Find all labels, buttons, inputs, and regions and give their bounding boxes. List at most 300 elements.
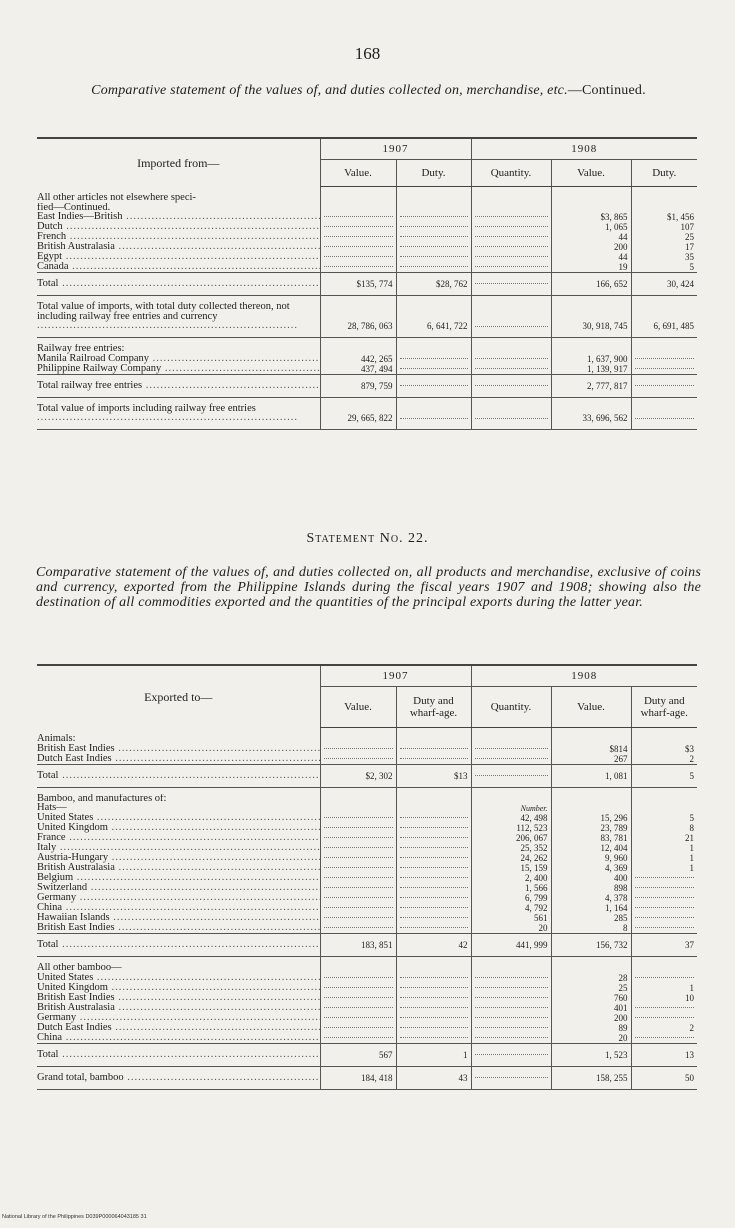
row-label-text: Grand total, bamboo .....	[37, 1073, 320, 1083]
cell-text: 15, 159	[520, 863, 548, 874]
cell-text: 10	[685, 992, 695, 1003]
cell-text: $13	[454, 770, 468, 781]
cell-value	[396, 833, 471, 843]
cell-value	[320, 734, 396, 744]
cell-value	[551, 823, 631, 833]
cell-value	[551, 381, 631, 391]
cell-value	[320, 803, 396, 813]
cell-value	[471, 354, 551, 364]
cell-text: 441, 999	[516, 940, 548, 951]
cell-value	[320, 212, 396, 222]
cell-value	[320, 903, 396, 913]
cell-value	[396, 354, 471, 364]
cell-value	[471, 940, 551, 950]
cell-text: 42	[458, 940, 468, 951]
row-label-text: British East Indies .....	[37, 744, 320, 754]
cell-value	[320, 993, 396, 1003]
empty-cell-dash	[475, 226, 548, 227]
empty-cell-dash	[475, 997, 548, 998]
cell-value	[471, 744, 551, 754]
empty-cell-dash	[324, 987, 393, 988]
page-number: 168	[354, 44, 381, 63]
imports-col-value-1907: Value.	[320, 160, 396, 187]
cell-value	[396, 1013, 471, 1023]
cell-value	[631, 883, 697, 893]
cell-value	[320, 913, 396, 923]
imports-col-duty-1907: Duty.	[396, 160, 471, 187]
cell-value	[396, 262, 471, 273]
cell-value	[396, 863, 471, 873]
cell-value	[320, 1073, 396, 1083]
cell-value	[396, 893, 471, 903]
empty-cell-dash	[324, 236, 393, 237]
cell-value	[320, 344, 396, 354]
row-label-text: Belgium .....	[37, 873, 320, 883]
cell-text: 29, 665, 822	[347, 412, 393, 423]
row-label	[37, 734, 320, 744]
cell-value	[320, 983, 396, 993]
cell-value	[631, 404, 697, 423]
row-label	[37, 354, 320, 364]
cell-value	[471, 843, 551, 853]
empty-cell-dash	[400, 368, 468, 369]
table-row	[37, 203, 697, 213]
empty-cell-dash	[324, 927, 393, 928]
cell-value	[631, 222, 697, 232]
empty-cell-dash	[324, 887, 393, 888]
cell-text: 442, 265	[361, 353, 393, 364]
cell-text: 1	[689, 982, 695, 993]
cell-value	[471, 823, 551, 833]
table-row	[37, 833, 697, 843]
cell-value	[551, 833, 631, 843]
cell-text: 6, 691, 485	[653, 320, 695, 331]
cell-text: 107	[680, 222, 695, 233]
cell-value	[631, 1050, 697, 1060]
cell-value	[396, 404, 471, 423]
cell-value	[320, 193, 396, 203]
row-label	[37, 983, 320, 993]
table-row	[37, 963, 697, 973]
row-label	[37, 803, 320, 813]
cell-value	[471, 853, 551, 863]
cell-text: 285	[614, 913, 628, 924]
row-label-text: fied—Continued.	[37, 202, 111, 213]
cell-text: 158, 255	[596, 1072, 628, 1083]
cell-value	[396, 993, 471, 1003]
exports-table	[37, 664, 697, 1090]
cell-value	[551, 193, 631, 203]
cell-value	[471, 1023, 551, 1033]
empty-cell-dash	[324, 867, 393, 868]
cell-value	[320, 232, 396, 242]
empty-cell-dash	[475, 775, 548, 776]
row-label	[37, 232, 320, 242]
empty-cell-dash	[324, 758, 393, 759]
row-label	[37, 963, 320, 973]
row-label-text: France .....	[37, 833, 320, 843]
empty-cell-dash	[400, 1027, 468, 1028]
empty-cell-dash	[475, 987, 548, 988]
row-label-text: Total .....	[37, 1050, 320, 1060]
cell-value	[551, 262, 631, 273]
cell-value	[551, 404, 631, 423]
table-row	[37, 1013, 697, 1023]
imports-year-1907: 1907	[320, 138, 471, 160]
cell-value	[320, 843, 396, 853]
row-label	[37, 853, 320, 863]
cell-value	[471, 193, 551, 203]
table-row	[37, 1033, 697, 1044]
row-label	[37, 794, 320, 804]
total-row	[37, 1050, 697, 1060]
empty-cell-dash	[635, 1017, 695, 1018]
row-label	[37, 754, 320, 765]
cell-value	[471, 734, 551, 744]
empty-cell-dash	[324, 857, 393, 858]
empty-cell-dash	[400, 907, 468, 908]
table-row	[37, 242, 697, 252]
row-label-text: All other articles not elsewhere speci-	[37, 193, 196, 203]
table-row	[37, 843, 697, 853]
empty-cell-dash	[400, 418, 468, 419]
cell-value	[320, 1013, 396, 1023]
empty-cell-dash	[475, 266, 548, 267]
exports-table-body	[37, 728, 697, 1090]
cell-text: 4, 378	[605, 893, 628, 904]
empty-cell-dash	[324, 977, 393, 978]
empty-cell-dash	[324, 917, 393, 918]
empty-cell-dash	[475, 236, 548, 237]
cell-text: 21	[685, 833, 695, 844]
empty-cell-dash	[400, 857, 468, 858]
total-row	[37, 404, 697, 423]
cell-text: 6, 799	[525, 893, 548, 904]
cell-text: 37	[685, 940, 695, 951]
cell-value	[320, 364, 396, 375]
table-row	[37, 803, 697, 813]
cell-value	[471, 973, 551, 983]
cell-value	[471, 883, 551, 893]
row-label-text: Egypt .....	[37, 252, 320, 262]
empty-cell-dash	[635, 887, 695, 888]
table-row	[37, 193, 697, 203]
cell-value	[471, 873, 551, 883]
cell-text: 1, 065	[605, 222, 628, 233]
row-label-text: British East Indies .....	[37, 923, 320, 933]
cell-text: $3	[685, 743, 695, 754]
cell-value	[471, 1050, 551, 1060]
cell-text: 184, 418	[361, 1072, 393, 1083]
cell-value	[471, 1073, 551, 1083]
cell-value	[396, 279, 471, 289]
row-label	[37, 344, 320, 354]
empty-cell-dash	[635, 897, 695, 898]
empty-cell-dash	[635, 907, 695, 908]
cell-value	[551, 279, 631, 289]
cell-value	[551, 1033, 631, 1044]
statement-title: Statement No. 22.	[306, 531, 429, 546]
table-row	[37, 913, 697, 923]
cell-value	[396, 794, 471, 804]
cell-value	[320, 242, 396, 252]
cell-value	[320, 404, 396, 423]
cell-text: 437, 494	[361, 363, 393, 374]
cell-text: 20	[538, 923, 548, 934]
cell-value	[471, 993, 551, 1003]
row-label-text: Total .....	[37, 279, 320, 289]
total-row	[37, 302, 697, 331]
row-label-text: Germany .....	[37, 893, 320, 903]
cell-text: 206, 067	[516, 833, 548, 844]
empty-cell-dash	[475, 283, 548, 284]
table1-caption-text: Comparative statement of the values of, and duties collected on, merchandise, etc.	[91, 83, 568, 98]
cell-value	[320, 973, 396, 983]
row-label	[37, 1033, 320, 1044]
cell-value	[631, 940, 697, 950]
cell-text: 30, 424	[667, 279, 695, 290]
row-label-text: Bamboo, and manufactures of:	[37, 793, 167, 804]
cell-value	[551, 863, 631, 873]
cell-text: 561	[534, 913, 548, 924]
cell-text: 400	[614, 873, 628, 884]
cell-value	[396, 1023, 471, 1033]
cell-value	[320, 203, 396, 213]
row-label	[37, 222, 320, 232]
exports-label-header: Exported to—	[37, 665, 320, 728]
cell-value	[320, 279, 396, 289]
empty-cell-dash	[400, 385, 468, 386]
cell-text: 1	[689, 863, 695, 874]
cell-value	[320, 883, 396, 893]
row-label-text: Total railway free entries .....	[37, 381, 320, 391]
cell-value	[396, 734, 471, 744]
row-label	[37, 771, 320, 781]
empty-cell-dash	[400, 827, 468, 828]
cell-value	[396, 803, 471, 813]
row-label-text: Railway free entries:	[37, 343, 125, 354]
row-label	[37, 212, 320, 222]
cell-text: 200	[614, 1012, 628, 1023]
cell-value	[551, 344, 631, 354]
cell-value	[471, 279, 551, 289]
empty-cell-dash	[635, 368, 695, 369]
cell-value	[396, 754, 471, 765]
empty-cell-dash	[400, 226, 468, 227]
cell-text: 8	[623, 923, 628, 934]
empty-cell-dash	[400, 246, 468, 247]
cell-text: 23, 789	[600, 823, 628, 834]
empty-cell-dash	[400, 216, 468, 217]
cell-value	[631, 833, 697, 843]
cell-value	[551, 853, 631, 863]
cell-text: 5	[689, 262, 695, 273]
cell-value	[396, 913, 471, 923]
cell-value	[551, 794, 631, 804]
cell-value	[471, 232, 551, 242]
cell-value	[396, 923, 471, 934]
cell-value	[396, 1073, 471, 1083]
cell-value	[631, 873, 697, 883]
cell-value	[551, 232, 631, 242]
imports-label-header: Imported from—	[37, 138, 320, 187]
cell-text: 200	[614, 242, 628, 253]
cell-value	[471, 794, 551, 804]
row-label	[37, 242, 320, 252]
cell-value	[551, 1050, 631, 1060]
empty-cell-dash	[324, 817, 393, 818]
cell-text: 1	[689, 853, 695, 864]
row-label	[37, 193, 320, 203]
row-label	[37, 404, 320, 423]
cell-value	[631, 983, 697, 993]
cell-value	[471, 364, 551, 375]
empty-cell-dash	[324, 827, 393, 828]
cell-value	[631, 193, 697, 203]
table-row	[37, 744, 697, 754]
empty-cell-dash	[400, 236, 468, 237]
cell-value	[631, 1073, 697, 1083]
cell-value	[471, 1003, 551, 1013]
cell-value	[320, 262, 396, 273]
cell-text: 1, 164	[605, 903, 628, 914]
cell-value	[471, 252, 551, 262]
cell-value	[320, 302, 396, 331]
row-label	[37, 903, 320, 913]
cell-value	[396, 1033, 471, 1044]
row-label	[37, 873, 320, 883]
table-row	[37, 734, 697, 744]
cell-text: 43	[458, 1072, 468, 1083]
cell-text: 25	[685, 232, 695, 243]
cell-value	[320, 923, 396, 934]
table-row	[37, 212, 697, 222]
cell-value	[471, 381, 551, 391]
cell-value	[551, 903, 631, 913]
cell-value	[631, 242, 697, 252]
empty-cell-dash	[324, 246, 393, 247]
table-row	[37, 262, 697, 273]
cell-text: $1, 456	[667, 212, 695, 223]
cell-text: 401	[614, 1002, 628, 1013]
cell-text: 4, 792	[525, 903, 548, 914]
empty-cell-dash	[475, 1054, 548, 1055]
cell-value	[551, 973, 631, 983]
empty-cell-dash	[324, 256, 393, 257]
table-row	[37, 344, 697, 354]
empty-cell-dash	[324, 1037, 393, 1038]
row-label-text: Austria-Hungary .....	[37, 853, 320, 863]
empty-cell-dash	[635, 977, 695, 978]
empty-cell-dash	[475, 758, 548, 759]
cell-value	[471, 212, 551, 222]
empty-cell-dash	[400, 987, 468, 988]
cell-value	[320, 381, 396, 391]
cell-value	[396, 843, 471, 853]
row-label	[37, 813, 320, 823]
cell-value	[396, 364, 471, 375]
cell-value	[551, 993, 631, 1003]
empty-cell-dash	[324, 847, 393, 848]
total-row	[37, 1073, 697, 1083]
imports-table-body	[37, 187, 697, 430]
row-label-text: British Australasia .....	[37, 863, 320, 873]
empty-cell-dash	[475, 246, 548, 247]
cell-value	[631, 1003, 697, 1013]
cell-text: 42, 498	[520, 813, 548, 824]
cell-value	[320, 940, 396, 950]
cell-value	[631, 813, 697, 823]
cell-value	[396, 252, 471, 262]
cell-value	[551, 893, 631, 903]
cell-text: 5	[689, 770, 695, 781]
empty-cell-dash	[475, 1017, 548, 1018]
cell-value	[551, 1073, 631, 1083]
cell-text: 2, 400	[525, 873, 548, 884]
empty-cell-dash	[324, 266, 393, 267]
cell-text: 183, 851	[361, 940, 393, 951]
cell-text: Number.	[520, 804, 548, 814]
cell-value	[396, 344, 471, 354]
empty-cell-dash	[400, 867, 468, 868]
row-label-text: Italy .....	[37, 843, 320, 853]
row-label-text: Total value of imports, with total duty collected thereon, not including railway free entries and currency .....	[37, 301, 298, 331]
empty-cell-dash	[475, 358, 548, 359]
row-label-text: Germany .....	[37, 1013, 320, 1023]
cell-value	[631, 863, 697, 873]
cell-text: 166, 652	[596, 279, 628, 290]
empty-cell-dash	[635, 927, 695, 928]
empty-cell-dash	[324, 216, 393, 217]
exports-year-1908: 1908	[471, 665, 697, 687]
cell-value	[320, 893, 396, 903]
cell-value	[471, 242, 551, 252]
cell-value	[631, 232, 697, 242]
cell-value	[471, 803, 551, 813]
row-label-text: Total .....	[37, 771, 320, 781]
cell-value	[320, 833, 396, 843]
cell-value	[471, 893, 551, 903]
row-label	[37, 833, 320, 843]
table-row	[37, 823, 697, 833]
cell-value	[551, 1013, 631, 1023]
cell-text: 83, 781	[600, 833, 628, 844]
cell-value	[551, 302, 631, 331]
cell-value	[551, 242, 631, 252]
cell-value	[396, 883, 471, 893]
row-label-text: Canada .....	[37, 262, 320, 272]
cell-value	[396, 232, 471, 242]
cell-value	[320, 754, 396, 765]
row-label-text: Total .....	[37, 940, 320, 950]
empty-cell-dash	[635, 877, 695, 878]
cell-text: 8	[689, 823, 695, 834]
spacer-row	[37, 423, 697, 430]
cell-value	[551, 983, 631, 993]
cell-value	[471, 222, 551, 232]
cell-value	[320, 823, 396, 833]
empty-cell-dash	[475, 368, 548, 369]
cell-value	[471, 913, 551, 923]
cell-value	[320, 354, 396, 364]
cell-value	[631, 771, 697, 781]
row-label	[37, 923, 320, 934]
row-label	[37, 993, 320, 1003]
cell-text: 879, 759	[361, 380, 393, 391]
table-row	[37, 1023, 697, 1033]
cell-value	[396, 940, 471, 950]
row-label	[37, 973, 320, 983]
